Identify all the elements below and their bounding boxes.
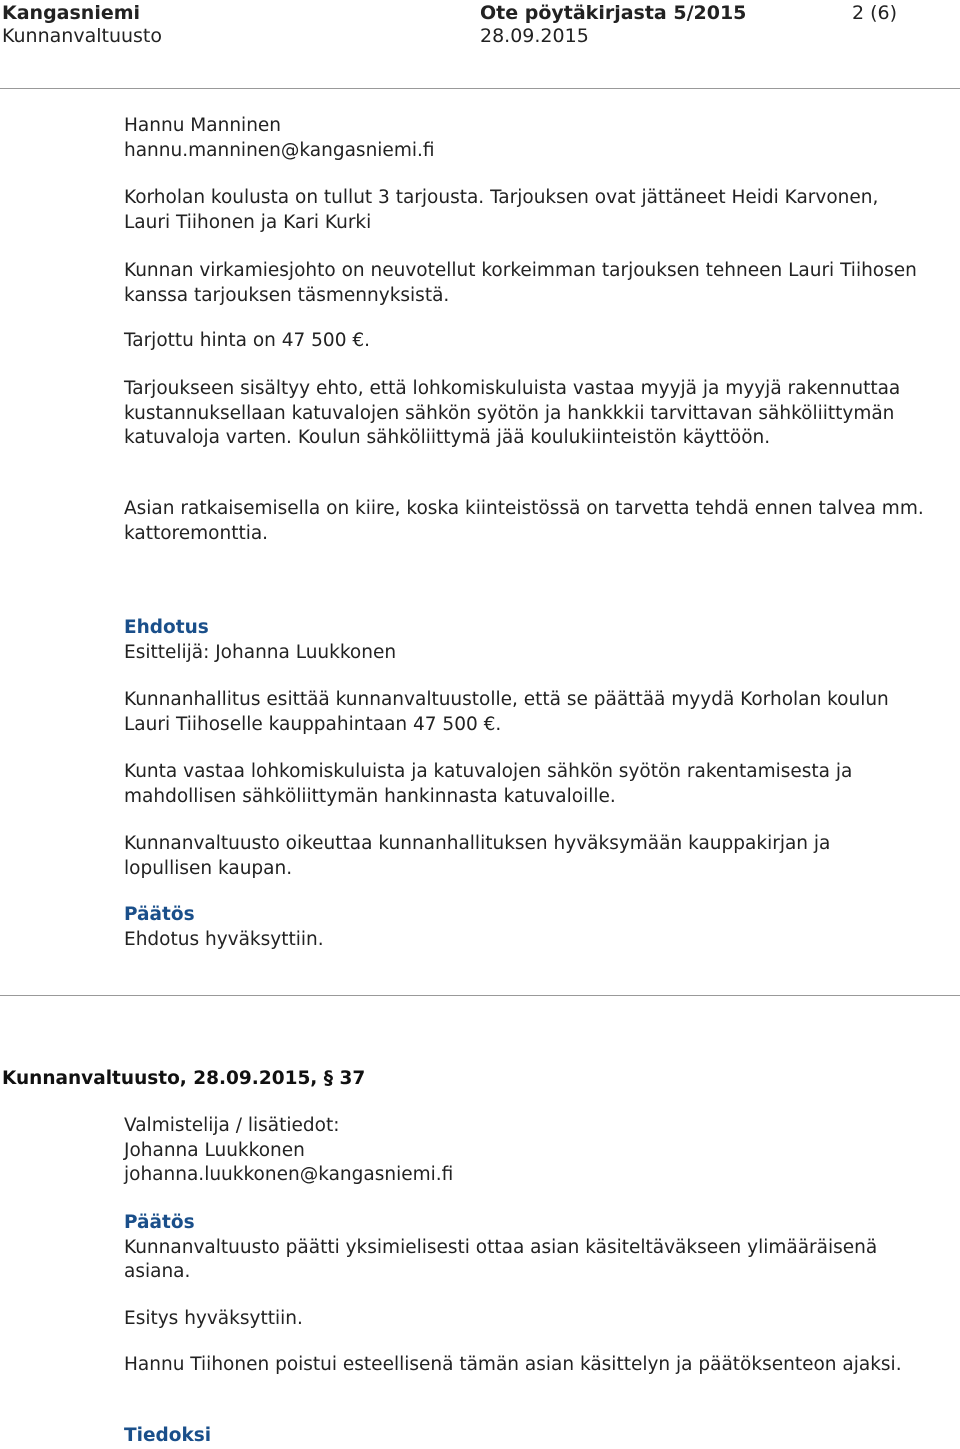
paragraph <box>124 329 924 354</box>
paragraph <box>124 186 924 235</box>
page-header <box>0 0 960 90</box>
paragraph-text: Korholan koulusta on tullut 3 tarjousta. Tarjouksen ovat jättäneet Heidi Karvonen, Lauri Tiihonen ja Kari Kurki <box>124 187 879 233</box>
proposal-heading: Ehdotus <box>124 617 209 638</box>
section-title: Kunnanvaltuusto, 28.09.2015, § 37 <box>2 1068 366 1089</box>
accepted-text: Esitys hyväksyttiin. <box>124 1308 303 1329</box>
paragraph-text: Asian ratkaisemisella on kiire, koska kiinteistössä on tarvetta tehdä ennen talvea mm. kattoremonttia. <box>124 498 924 544</box>
preparer-label: Valmistelija / lisätiedot: <box>124 1115 340 1136</box>
paragraph <box>124 497 924 546</box>
decision-heading: Päätös <box>124 904 195 925</box>
info-heading: Tiedoksi <box>124 1425 212 1446</box>
paragraph <box>124 259 924 308</box>
preparer-name: Johanna Luukkonen <box>124 1139 305 1161</box>
paragraph-text: Kunnan virkamiesjohto on neuvotellut korkeimman tarjouksen tehneen Lauri Tiihosen kanssa tarjouksen täsmennyksistä. <box>124 260 917 306</box>
accepted-block <box>124 1307 924 1332</box>
paragraph-text: Kunta vastaa lohkomiskuluista ja katuvalojen sähkön syötön rakentamisesta ja mahdollisen sähköliittymän hankinnasta katuvaloille. <box>124 761 853 807</box>
paragraph-text: Tarjoukseen sisältyy ehto, että lohkomiskuluista vastaa myyjä ja myyjä rakennuttaa kustannuksellaan katuvalojen sähkön syötön ja hankkkii tarvittavan sähköliittymän katuvaloja varten. Koulun sähköliittymä jää koulukiinteistön käyttöön. <box>124 378 901 448</box>
contact-block <box>124 114 924 163</box>
recusal-text: Hannu Tiihonen poistui esteellisenä tämän asian käsittelyn ja päätöksenteon ajaksi. <box>124 1354 902 1375</box>
document-title: Ote pöytäkirjasta 5/2015 <box>480 2 747 24</box>
decision-heading: Päätös <box>124 1212 195 1233</box>
paragraph-text: Kunnanhallitus esittää kunnanvaltuustolle, että se päättää myydä Korholan koulun Lauri Tiihoselle kauppahintaan 47 500 €. <box>124 689 889 735</box>
proposal-paragraph <box>124 688 924 737</box>
paragraph-text: Kunnanvaltuusto oikeuttaa kunnanhallituksen hyväksymään kauppakirjan ja lopullisen kaupan. <box>124 833 831 879</box>
preparer-email: johanna.luukkonen@kangasniemi.fi <box>124 1164 454 1185</box>
decision-text: Ehdotus hyväksyttiin. <box>124 928 324 950</box>
paragraph <box>124 377 924 451</box>
proposal-block <box>124 616 924 665</box>
proposal-presenter: Esittelijä: Johanna Luukkonen <box>124 641 397 663</box>
preparer-block <box>124 1114 924 1188</box>
contact-email: hannu.manninen@kangasniemi.fi <box>124 139 435 161</box>
decision-block <box>124 903 924 952</box>
proposal-paragraph <box>124 760 924 809</box>
header-divider <box>0 88 960 89</box>
proposal-paragraph <box>124 832 924 881</box>
body-name: Kunnanvaltuusto <box>2 25 162 47</box>
section-divider <box>0 995 960 996</box>
page-number: 2 (6) <box>852 2 898 24</box>
org-name: Kangasniemi <box>2 2 141 24</box>
decision-block-2 <box>124 1211 924 1285</box>
meeting-date: 28.09.2015 <box>480 25 589 47</box>
paragraph-text: Tarjottu hinta on 47 500 €. <box>124 330 371 351</box>
recusal-block <box>124 1353 924 1378</box>
decision-text: Kunnanvaltuusto päätti yksimielisesti ottaa asian käsiteltäväkseen ylimääräisenä asiana. <box>124 1236 878 1282</box>
contact-name: Hannu Manninen <box>124 115 282 136</box>
